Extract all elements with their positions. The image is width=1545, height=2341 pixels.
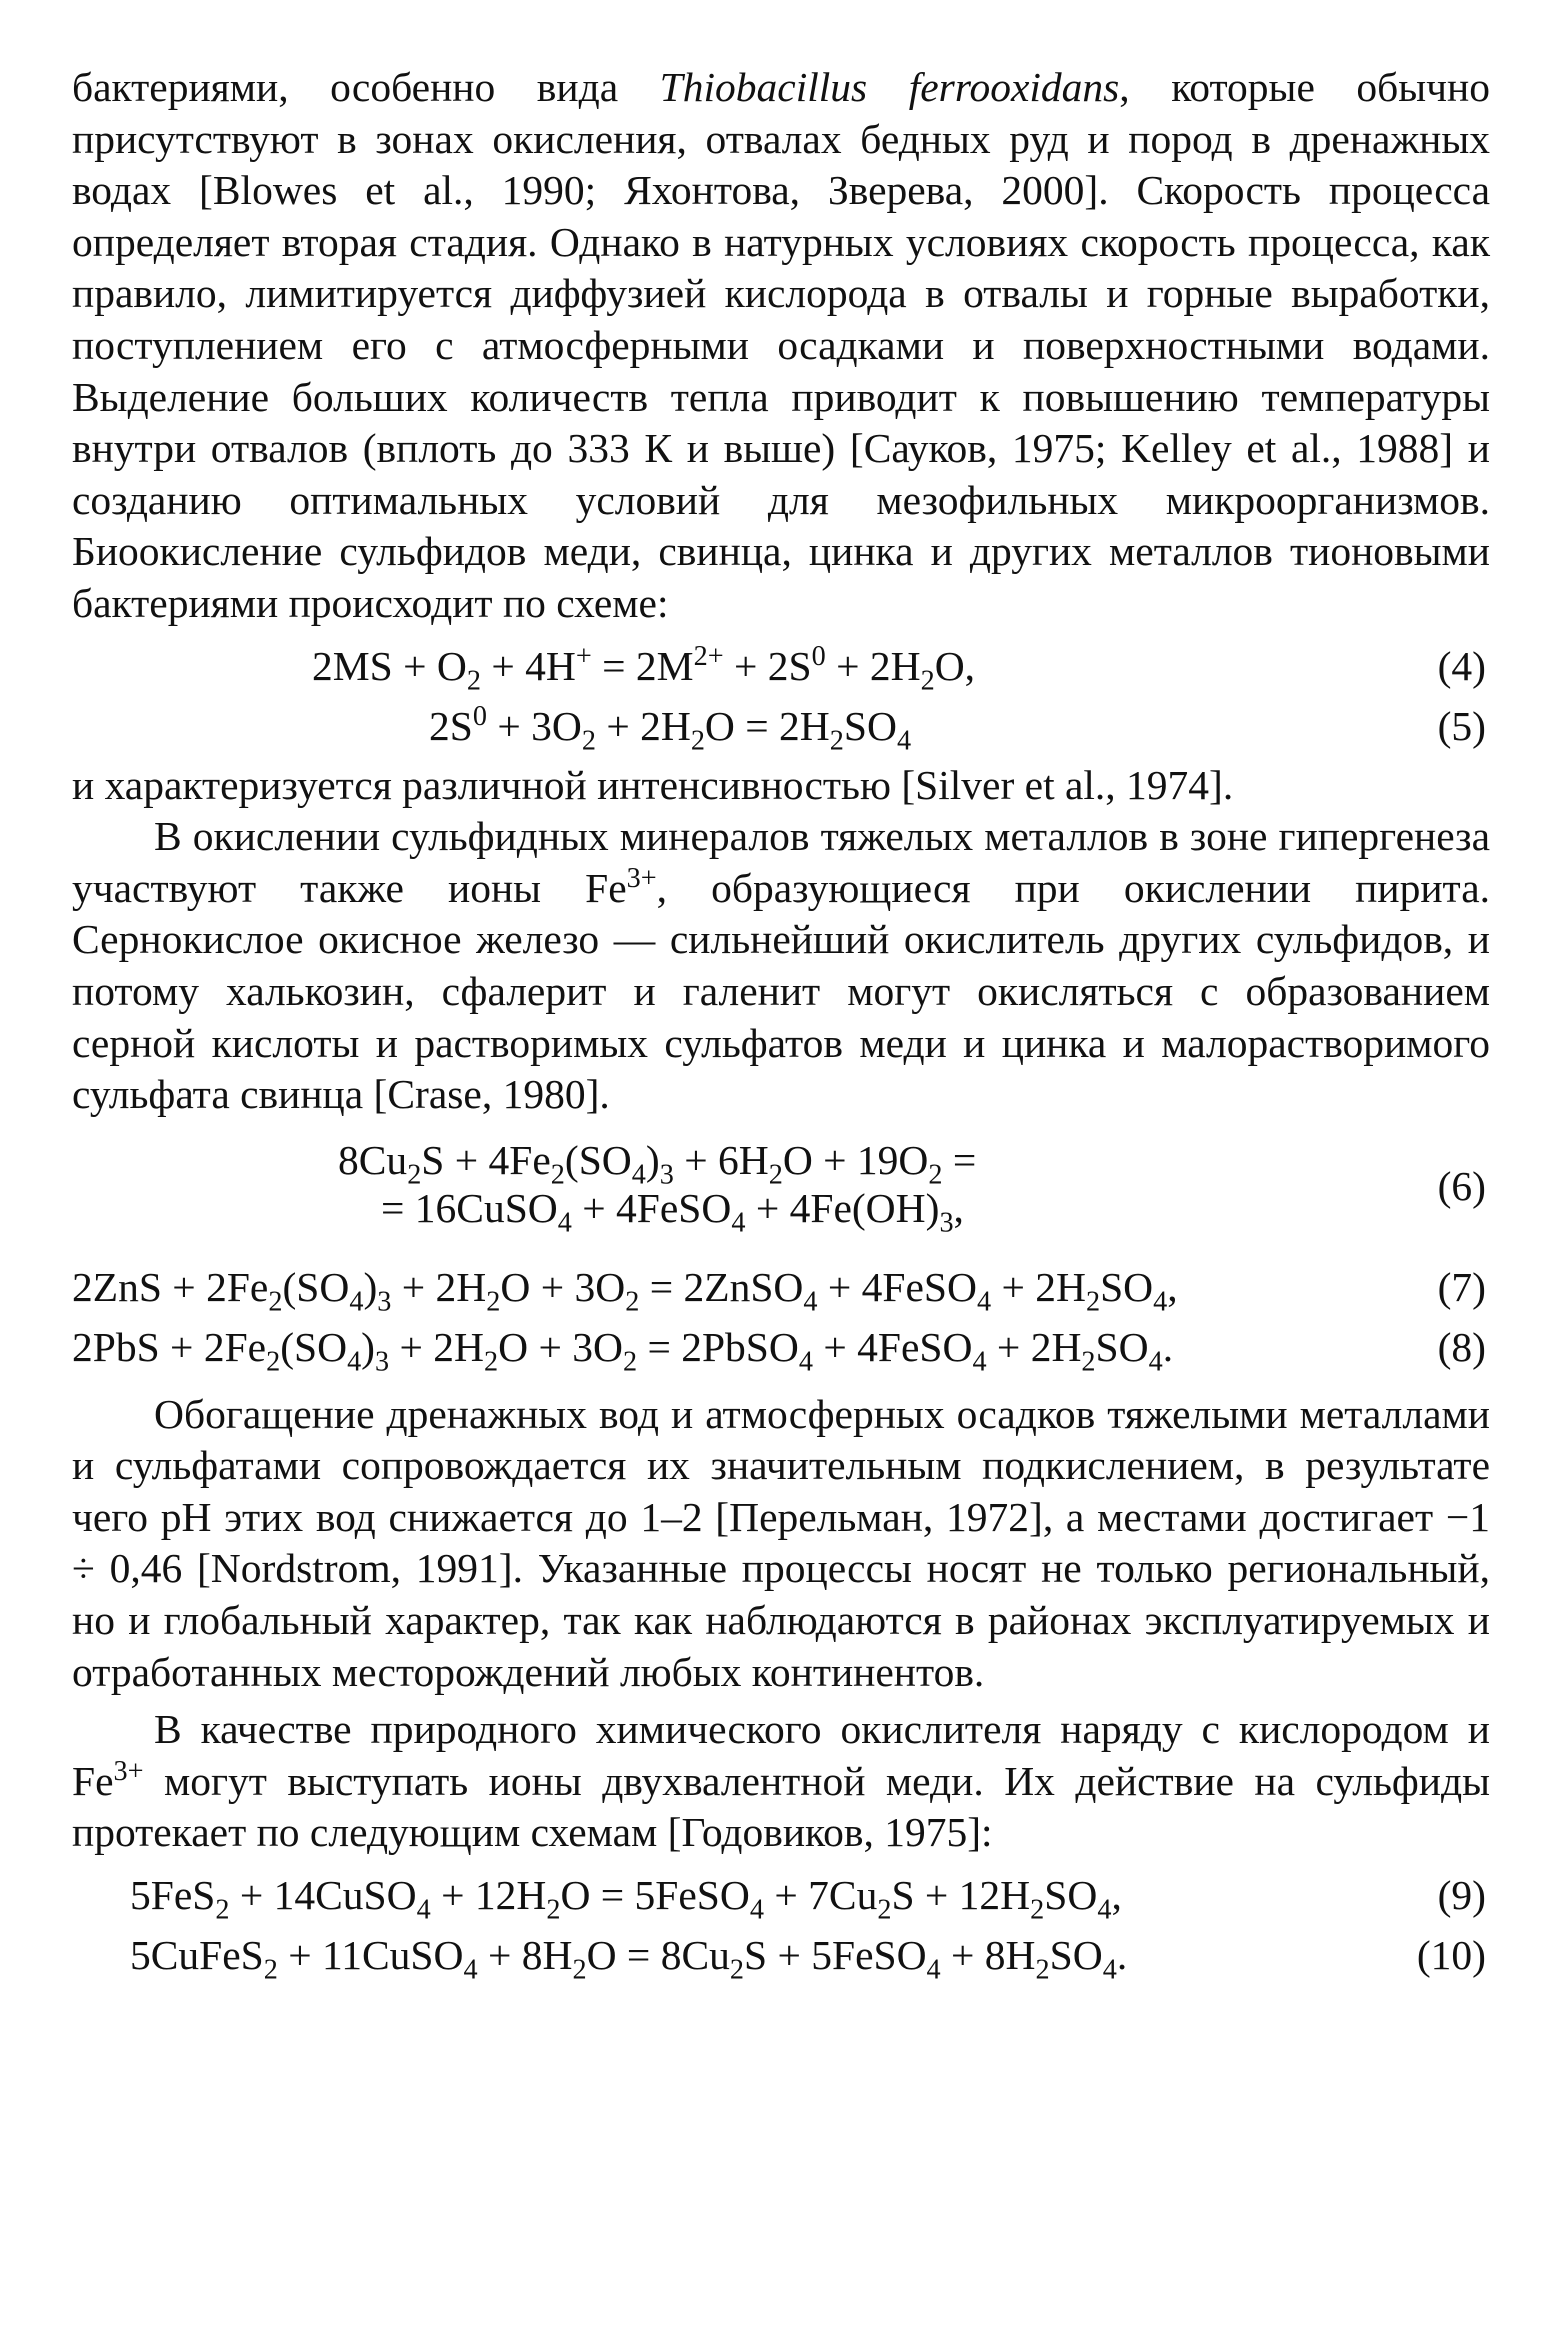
paragraph-1-text-start: бактериями, особенно вида bbox=[72, 64, 660, 110]
fe-charge: 3+ bbox=[626, 862, 657, 894]
paragraph-1-text-end: , которые обычно присутствуют в зонах окисления, отвалах бедных руд и пород в дренажных водах [Blowes et al., 1990; Яхонтова, Зверева, 2000]. Скорость процесса определяет вторая стадия. Однако в натурных условиях скорость процесса, как правило, лимитируется диффузией кислорода в отвалы и горные выработки, поступлением его с атмосферными осадками и поверхностными водами. Выделение больших количеств тепла приводит к повышению температуры внутри отвалов (вплоть до 333 К и выше) [Сауков, 1975; Kelley et al., 1988] и созданию оптимальных условий для мезофильных микроорганизмов. Биоокисление сульфидов меди, свинца, цинка и других металлов тионовыми бактериями происходит по схеме: bbox=[72, 64, 1490, 626]
equation-6-number: (6) bbox=[1437, 1162, 1486, 1209]
equation-5-formula: $2S^0 + 3O_2 + 2H_2O = 2H_2SO_4$ bbox=[429, 700, 912, 756]
page bbox=[72, 62, 1490, 1985]
equation-5 bbox=[72, 696, 1490, 756]
equation-4-formula: $2MS + O_2 + 4H^+ = 2M^{2+} + 2S^0 + 2H_2O$, bbox=[312, 640, 976, 696]
equation-9-formula: 5FeS$_2$ + 14CuSO$_4$ + $12H_2O$ = 5FeSO$_4$ + $7Cu_2S + 12H_2SO_4$, bbox=[130, 1872, 1122, 1926]
paragraph-4: Обогащение дренажных вод и атмосферных осадков тяжелыми металлами и сульфатами сопровождается их значительным подкислением, в результате чего pH этих вод снижается до 1–2 [Перельман, 1972], а местами достигает −1 ÷ 0,46 [Nordstrom, 1991]. Указанные процессы носят не только региональный, но и глобальный характер, так как наблюдаются в районах эксплуатируемых и отработанных месторождений любых континентов. bbox=[72, 1390, 1490, 1695]
equation-7-formula: $2ZnS + 2Fe_2(SO_4)_3 + 2H_2O + 3O_2$ = 2ZnSO$_4$ + 4FeSO$_4$ + $2H_2SO_4$, bbox=[72, 1263, 1178, 1317]
fe-charge-2: 3+ bbox=[113, 1756, 144, 1788]
equation-10-formula: 5CuFeS$_2$ + 11CuSO$_4$ + $8H_2O = 8Cu_2S$ + 5FeSO$_4$ + $8H_2SO_4$. bbox=[130, 1932, 1128, 1986]
equation-7 bbox=[72, 1257, 1490, 1317]
paragraph-5-text-end: могут выступать ионы двухвалентной меди. Их действие на сульфиды протекает по следующим схемам [Годовиков, 1975]: bbox=[72, 1757, 1490, 1856]
paragraph-2: и характеризуется различной интенсивностью [Silver et al., 1974]. bbox=[72, 761, 1234, 808]
equation-6-line-1: $8Cu_2S + 4Fe_2(SO_4)_3 + 6H_2O + 19O_2$ = bbox=[338, 1136, 977, 1190]
equation-8 bbox=[72, 1317, 1490, 1383]
equation-5-number: (5) bbox=[1437, 702, 1486, 749]
equation-10 bbox=[72, 1925, 1490, 1985]
paragraph-1 bbox=[72, 62, 1490, 630]
equation-8-number: (8) bbox=[1437, 1323, 1486, 1370]
equation-10-number: (10) bbox=[1416, 1932, 1486, 1979]
equation-9-number: (9) bbox=[1437, 1872, 1486, 1919]
paragraph-5 bbox=[72, 1704, 1490, 1859]
equation-7-number: (7) bbox=[1437, 1263, 1486, 1310]
paragraph-3-text-start: В окислении сульфидных минералов тяжелых металлов в зоне гипергенеза участвуют также ионы Fe bbox=[72, 813, 1490, 911]
paragraph-3 bbox=[72, 811, 1490, 1121]
equation-6 bbox=[72, 1131, 1490, 1249]
equation-8-formula: $2PbS + 2Fe_2(SO_4)_3 + 2H_2O + 3O_2$ = 2PbSO$_4$ + 4FeSO$_4$ + $2H_2SO_4$. bbox=[72, 1323, 1174, 1377]
equation-4-number: (4) bbox=[1437, 642, 1486, 689]
equation-9 bbox=[72, 1865, 1490, 1925]
equation-4 bbox=[72, 636, 1490, 696]
paragraph-5-text-start: В качестве природного химического окислителя наряду с кислородом и Fe bbox=[72, 1706, 1490, 1804]
equation-6-line-2: = 16CuSO$_4$ + 4FeSO$_4$ + $4Fe(OH)_3$, bbox=[381, 1184, 964, 1238]
paragraph-3-text-end: , образующиеся при окислении пирита. Сернокислое окисное железо — сильнейший окислитель других сульфидов, и потому халькозин, сфалерит и галенит могут окисляться с образованием серной кислоты и растворимых сульфатов меди и цинка и малорастворимого сульфата свинца [Crase, 1980]. bbox=[72, 864, 1490, 1118]
species-name: Thiobacillus ferrooxidans bbox=[659, 64, 1120, 110]
